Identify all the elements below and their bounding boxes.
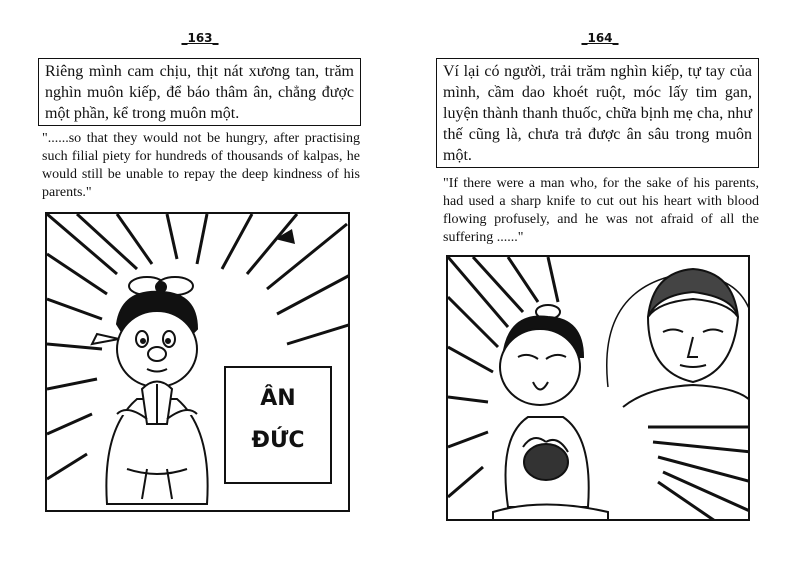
right-page xyxy=(400,0,800,566)
caption-line-1: ÂN xyxy=(260,386,296,411)
page-number-164: _164_ xyxy=(581,31,619,45)
panel-illustration xyxy=(448,257,750,521)
english-translation: "If there were a man who, for the sake of his parents, had used a sharp knife to cut out his heart with blood flowing profusely, and he was not afraid of all the suffering ......" xyxy=(443,176,759,245)
vietnamese-verse-box: Riêng mình cam chịu, thịt nát xương tan, trăm nghìn muôn kiếp, để báo thâm ân, chẳng được một phần, kể trong muôn một. xyxy=(38,58,361,126)
comic-panel-sacrifice xyxy=(446,255,750,521)
comic-panel-praying-child xyxy=(45,212,350,512)
english-translation: "......so that they would not be hungry, after practising such filial piety for hundreds of thousands of kalpas, he would still be unable to repay the deep kindness of his parents." xyxy=(42,131,360,200)
vietnamese-verse-box: Ví lại có người, trải trăm nghìn kiếp, tự tay của mình, cầm dao khoét ruột, móc lấy tim gan, luyện thành thanh thuốc, chữa bịnh mẹ cha, như thế cũng là, chưa trả được ân sâu trong muôn một. xyxy=(436,58,759,168)
caption-line-2: ĐỨC xyxy=(251,428,305,453)
page-number-163: _163_ xyxy=(181,31,219,45)
panel-caption-box xyxy=(224,366,332,484)
